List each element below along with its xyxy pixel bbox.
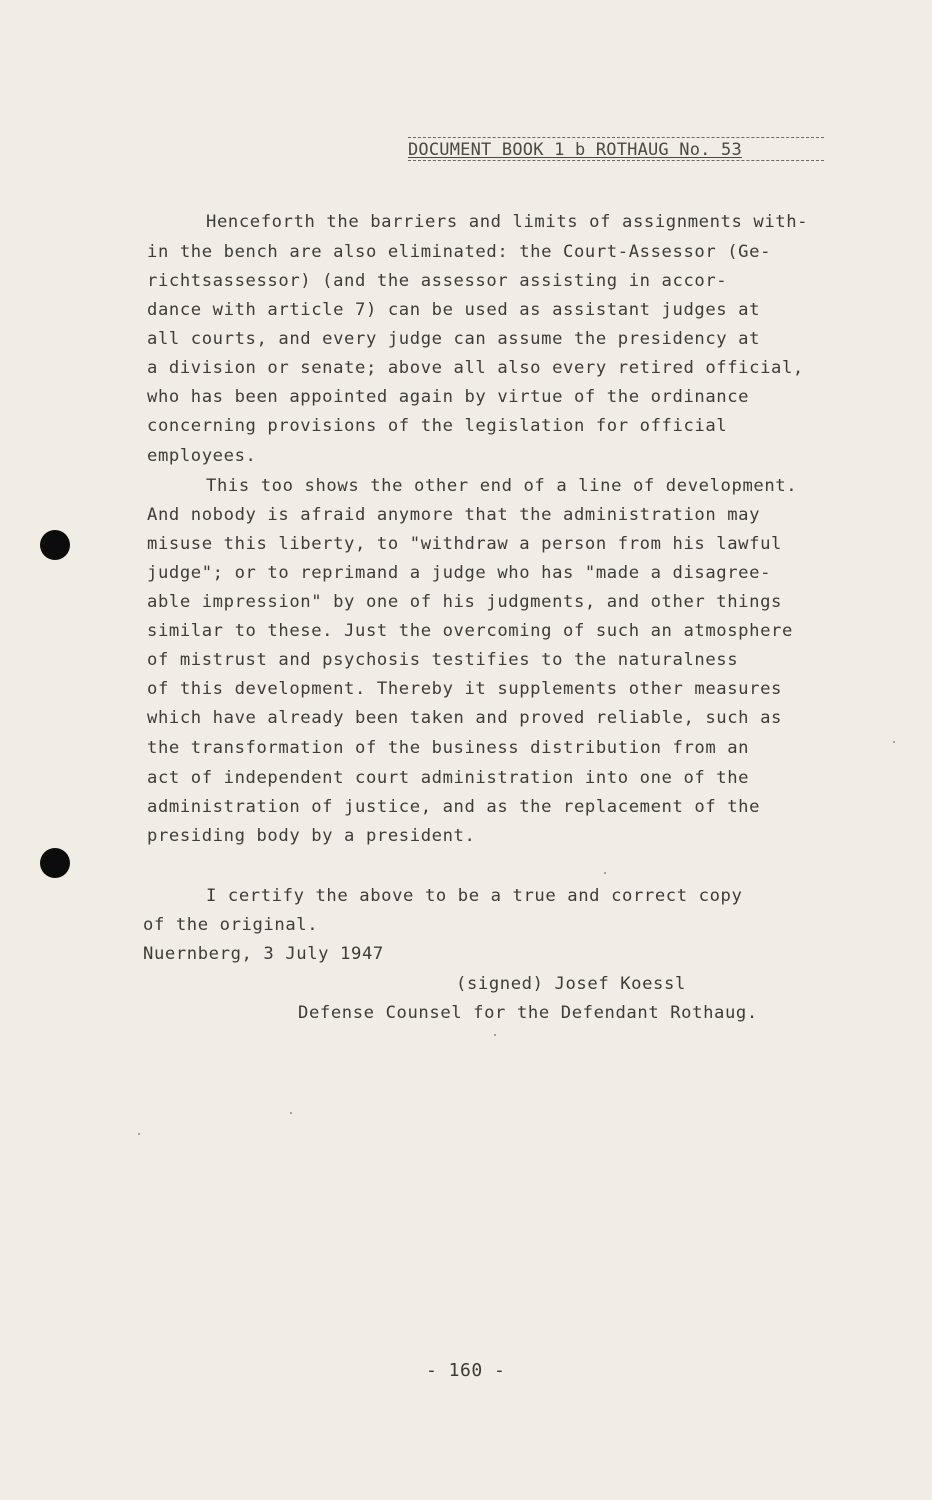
text-line: of mistrust and psychosis testifies to the naturalness	[147, 650, 739, 670]
punch-hole-lower	[40, 848, 70, 878]
paper-speck	[138, 1133, 140, 1135]
paper-speck	[893, 741, 895, 743]
text-line: which have already been taken and proved reliable, such as	[147, 708, 782, 728]
document-header: DOCUMENT BOOK 1 b ROTHAUG No. 53	[408, 140, 742, 160]
text-line: in the bench are also eliminated: the Court-Assessor (Ge-	[147, 242, 772, 262]
punch-hole-upper	[40, 530, 70, 560]
text-line: misuse this liberty, to "withdraw a person from his lawful	[147, 534, 782, 554]
text-line: presiding body by a president.	[147, 826, 476, 846]
text-line: able impression" by one of his judgments, and other things	[147, 592, 782, 612]
text-line: all courts, and every judge can assume the presidency at	[147, 329, 761, 349]
paper-speck	[290, 1112, 292, 1114]
header-rule-bottom	[408, 160, 824, 161]
paper-speck	[494, 1034, 496, 1036]
signature-line: (signed) Josef Koessl	[456, 974, 686, 994]
page-number: - 160 -	[426, 1360, 506, 1381]
text-line: who has been appointed again by virtue of the ordinance	[147, 387, 750, 407]
text-line: act of independent court administration into one of the	[147, 768, 750, 788]
text-line: employees.	[147, 446, 257, 466]
header-rule-top	[408, 137, 824, 138]
text-line: the transformation of the business distribution from an	[147, 738, 750, 758]
signature-title: Defense Counsel for the Defendant Rothaug.	[298, 1003, 758, 1023]
text-line: This too shows the other end of a line of development.	[206, 476, 798, 496]
text-line: of the original.	[143, 915, 319, 935]
text-line: richtsassessor) (and the assessor assisting in accor-	[147, 271, 728, 291]
text-line: of this development. Thereby it supplements other measures	[147, 679, 782, 699]
place-date-line: Nuernberg, 3 July 1947	[143, 944, 384, 964]
paper-speck	[604, 872, 606, 874]
text-line: concerning provisions of the legislation for official	[147, 416, 728, 436]
text-line: similar to these. Just the overcoming of such an atmosphere	[147, 621, 793, 641]
text-line: administration of justice, and as the replacement of the	[147, 797, 761, 817]
text-line: Henceforth the barriers and limits of assignments with-	[206, 212, 809, 232]
text-line: I certify the above to be a true and correct copy	[206, 886, 743, 906]
text-line: judge"; or to reprimand a judge who has "made a disagree-	[147, 563, 772, 583]
text-line: a division or senate; above all also every retired official,	[147, 358, 804, 378]
text-line: dance with article 7) can be used as assistant judges at	[147, 300, 761, 320]
text-line: And nobody is afraid anymore that the administration may	[147, 505, 761, 525]
